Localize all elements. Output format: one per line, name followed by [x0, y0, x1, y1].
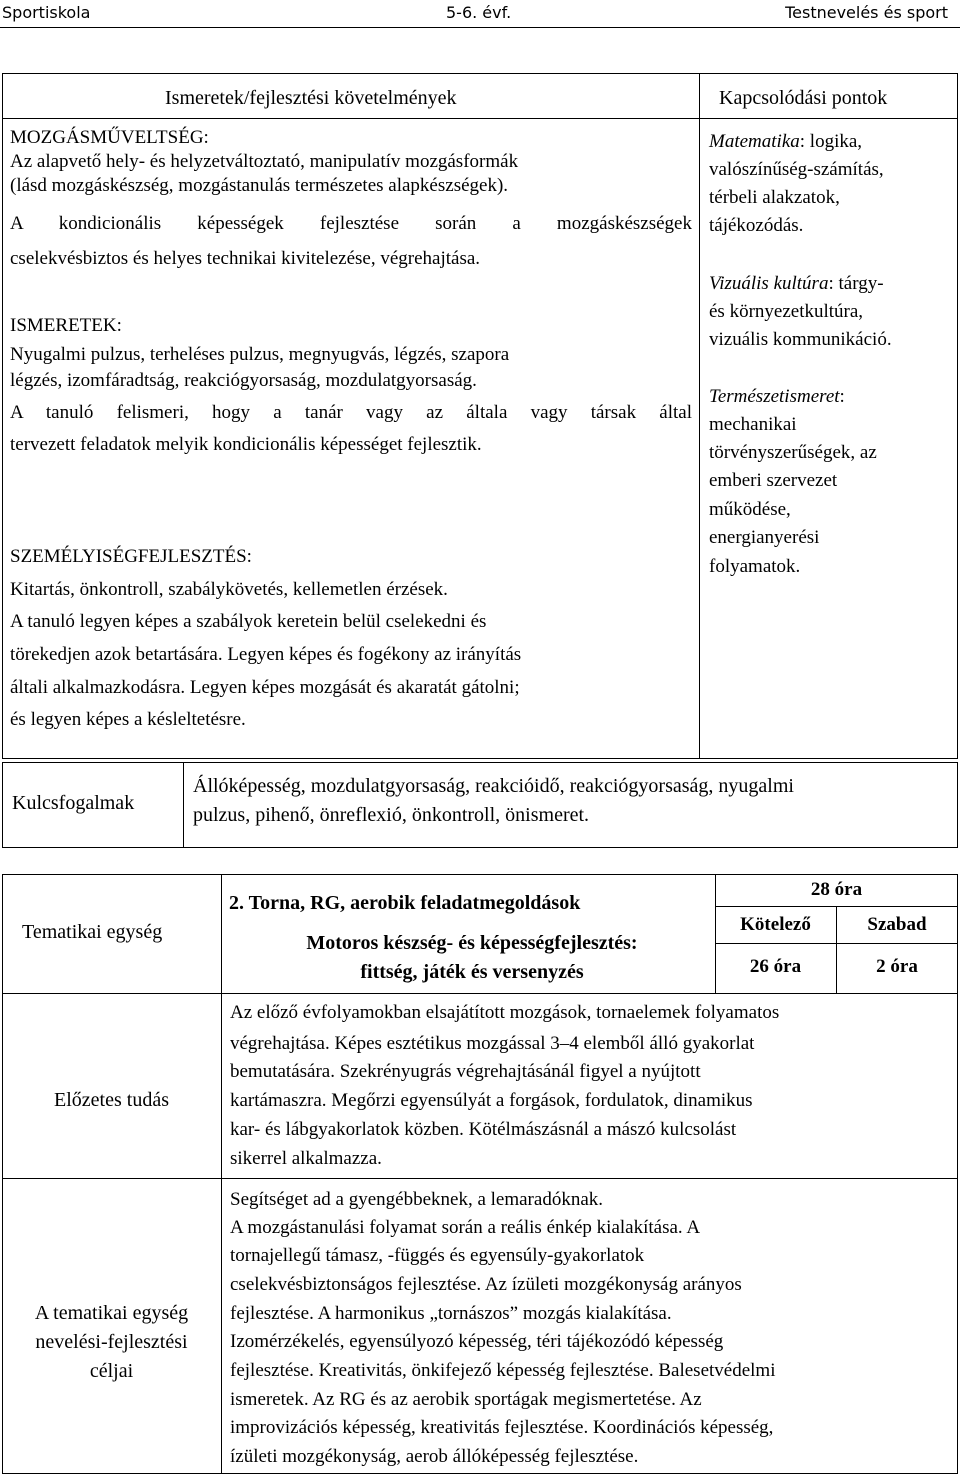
text-line: bemutatására. Szekrényugrás végrehajtásánál figyel a nyújtott [230, 1061, 701, 1082]
keywords-line: Állóképesség, mozdulatgyorsaság, reakcióidő, reakciógyorsaság, nyugalmi [193, 775, 794, 797]
text-line: A tanuló legyen képes a szabályok keretein belül cselekedni és [10, 611, 487, 632]
text-line: általi alkalmazkodásra. Legyen képes mozgását és akaratát gátolni; [10, 677, 520, 698]
header-rule [0, 27, 960, 28]
col-header-requirements: Ismeretek/fejlesztési követelmények [165, 87, 457, 109]
table-divider [221, 874, 222, 1474]
connection-matematika [709, 130, 862, 154]
text-line: térbeli alakzatok, [709, 187, 840, 208]
subject-label: Vizuális kultúra [709, 273, 829, 294]
section-title-szemelyiseg: SZEMÉLYISÉGFEJLESZTÉS: [10, 546, 252, 567]
text-line: ízületi mozgékonyság, aerob állóképesség fejlesztése. [230, 1446, 639, 1467]
page-header [0, 0, 960, 28]
table-divider [183, 762, 184, 848]
text-line: Nyugalmi pulzus, terheléses pulzus, megnyugvás, légzés, szapora [10, 344, 510, 365]
text-line: és legyen képes a késleltetésre. [10, 709, 246, 730]
text-line: A mozgástanulási folyamat során a reális énkép kialakítása. A [230, 1217, 701, 1238]
text-line: mechanikai [709, 414, 797, 435]
text-line: törekedjen azok betartására. Legyen képes és fogékony az irányítás [10, 644, 522, 665]
szabad-hours: 2 óra [876, 956, 918, 977]
text-line: tervezett feladatok melyik kondicionális képességet fejlesztik. [10, 434, 482, 455]
table-divider [699, 73, 700, 759]
unit-subtitle: fittség, játék és versenyzés [360, 961, 584, 983]
text-line: folyamatok. [709, 556, 801, 577]
kotelezo-hours: 26 óra [749, 956, 802, 977]
text-line: kar- és lábgyakorlatok közben. Kötélmászásnál a mászó kulcsolást [230, 1119, 737, 1140]
text-line: A tematikai egység [34, 1302, 189, 1324]
subject-label: Matematika [709, 131, 800, 152]
text-line: Segítséget ad a gyengébbeknek, a lemaradóknak. [230, 1189, 603, 1210]
section-title-ismeretek: ISMERETEK: [10, 315, 122, 336]
text-line: : tárgy- [828, 273, 884, 294]
text-line: cselekvésbiztonságos fejlesztése. Az ízületi mozgékonyság arányos [230, 1274, 742, 1295]
unit-title: 2. Torna, RG, aerobik feladatmegoldások [229, 892, 581, 914]
text-line: valószínűség-számítás, [709, 159, 884, 180]
text-line: működése, [709, 499, 791, 520]
table-header-rule [2, 118, 958, 119]
keywords-label: Kulcsfogalmak [12, 792, 135, 814]
text-line: kartámaszra. Megőrzi egyensúlyát a forgások, fordulatok, dinamikus [230, 1090, 753, 1111]
elozetes-label: Előzetes tudás [54, 1089, 169, 1111]
text-line: cselekvésbiztos és helyes technikai kivitelezése, végrehajtása. [10, 248, 481, 269]
text-line: tornajellegű támasz, -függés és egyensúly-gyakorlatok [230, 1245, 645, 1266]
text-line: Az előző évfolyamokban elsajátított mozgások, tornaelemek folyamatos [230, 1002, 780, 1023]
header-center: 5-6. évf. [446, 3, 512, 22]
subject-label: Természetismeret [709, 386, 840, 407]
text-line: Az alapvető hely- és helyzetváltoztató, manipulatív mozgásformák [10, 151, 519, 172]
row-rule [2, 993, 958, 994]
section-title-mozgas: MOZGÁSMŰVELTSÉG: [10, 127, 209, 148]
text-line: ismeretek. Az RG és az aerobik sportágak megismertetése. Az [230, 1389, 702, 1410]
text-line: nevelési-fejlesztési [35, 1331, 188, 1353]
text-line: : [839, 386, 845, 407]
connection-termeszet [709, 385, 845, 409]
header-left: Sportiskola [2, 3, 91, 22]
text-line: céljai [89, 1360, 134, 1382]
text-line: fejlesztése. A harmonikus „tornászos” mozgás kialakítása. [230, 1303, 672, 1324]
text-line: végrehajtása. Képes esztétikus mozgással 3–4 elemből álló gyakorlat [230, 1033, 755, 1054]
unit-subtitle: Motoros készség- és képességfejlesztés: [306, 932, 638, 954]
text-line: : logika, [799, 131, 863, 152]
keywords-line: pulzus, pihenő, önreflexió, önkontroll, önismeret. [193, 804, 590, 826]
row-rule [2, 1178, 958, 1179]
text-line: vizuális kommunikáció. [709, 329, 892, 350]
text-line: energianyerési [709, 527, 820, 548]
header-right: Testnevelés és sport [785, 3, 948, 22]
text-line: törvényszerűségek, az [709, 442, 877, 463]
text-line: A kondicionális képességek fejlesztése során a mozgáskészségek [10, 213, 692, 234]
hours-total: 28 óra [810, 879, 863, 900]
text-line: tájékozódás. [709, 215, 804, 236]
text-line: improvizációs képesség, kreativitás fejlesztése. Koordinációs képesség, [230, 1417, 774, 1438]
text-line: Izomérzékelés, egyensúlyozó képesség, téri tájékozódó képesség [230, 1331, 724, 1352]
text-line: A tanuló felismeri, hogy a tanár vagy az általa vagy társak által [10, 402, 692, 423]
text-line: és környezetkultúra, [709, 301, 864, 322]
text-line: emberi szervezet [709, 470, 838, 491]
text-line: fejlesztése. Kreativitás, önkifejező képesség fejlesztése. Balesetvédelmi [230, 1360, 776, 1381]
text-line: sikerrel alkalmazza. [230, 1148, 382, 1169]
text-line: Kitartás, önkontroll, szabálykövetés, kellemetlen érzések. [10, 579, 448, 600]
col-header-connections: Kapcsolódási pontok [719, 87, 888, 109]
tematikai-label: Tematikai egység [22, 921, 163, 943]
connection-vizualis [709, 272, 884, 296]
szabad-label: Szabad [867, 914, 927, 935]
kotelezo-label: Kötelező [740, 914, 811, 935]
text-line: (lásd mozgáskészség, mozgástanulás természetes alapkészségek). [10, 175, 509, 196]
text-line: légzés, izomfáradtság, reakciógyorsaság, mozdulatgyorsaság. [10, 370, 477, 391]
